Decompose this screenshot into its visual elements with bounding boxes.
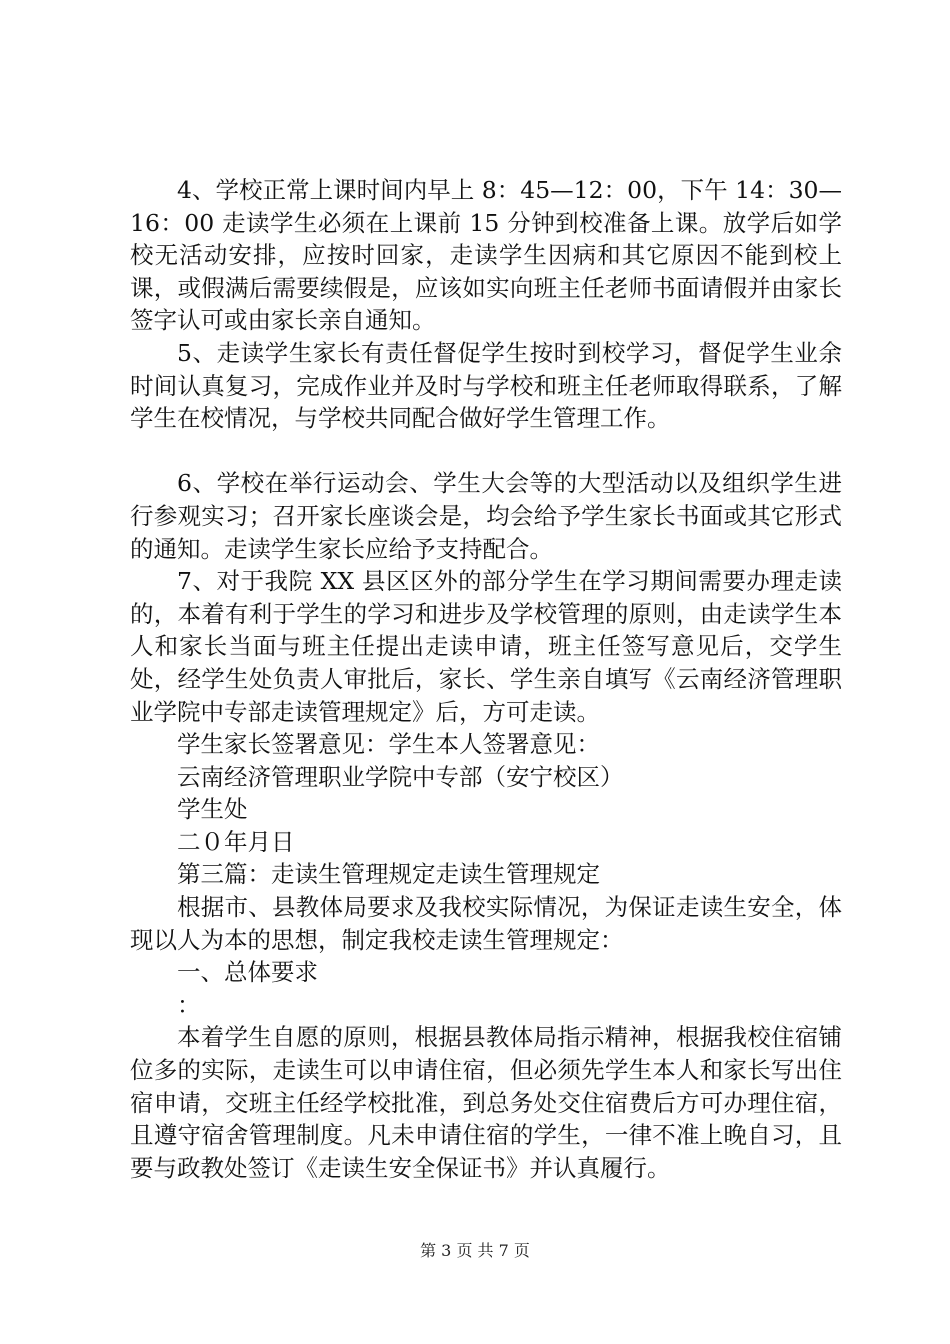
school-name: 云南经济管理职业学院中专部（安宁校区）: [177, 762, 624, 791]
section-title: 第三篇：走读生管理规定走读生管理规定: [177, 860, 600, 889]
intro-paragraph: 根据市、县教体局要求及我校实际情况，为保证走读生安全，体现以人为本的思想，制定我校走读生管理规定：: [130, 893, 842, 954]
paragraph-rule-4: 4、学校正常上课时间内早上 8：45—12：00，下午 14：30—16：00 走读学生必须在上课前 15 分钟到校准备上课。放学后如学校无活动安排，应按时回家，走读学生因病和其它原因不能到校上课，或假满后需要续假是，应该如实向班主任老师书面请假并由家长签字认可或由家长亲自通知。: [130, 176, 842, 335]
paragraph-rule-7: 7、对于我院 XX 县区区外的部分学生在学习期间需要办理走读的，本着有利于学生的学习和进步及学校管理的原则，由走读学生本人和家长当面与班主任提出走读申请，班主任签写意见后，交学生处，经学生处负责人审批后，家长、学生亲自填写《云南经济管理职业学院中专部走读管理规定》后，方可走读。: [130, 567, 842, 726]
colon-line: ：: [177, 990, 201, 1019]
heading-general-requirements: 一、总体要求: [177, 958, 318, 987]
office-name: 学生处: [177, 795, 248, 824]
paragraph-rule-5: 5、走读学生家长有责任督促学生按时到校学习，督促学生业余时间认真复习，完成作业并及时与学校和班主任老师取得联系，了解学生在校情况，与学校共同配合做好学生管理工作。: [130, 338, 842, 433]
page-footer: 第 3 页 共 7 页: [420, 1241, 530, 1260]
document-body: [130, 174, 842, 1184]
date-line: 二０年月日: [177, 827, 295, 856]
paragraph-rule-6: 6、学校在举行运动会、学生大会等的大型活动以及组织学生进行参观实习；召开家长座谈会是，均会给予学生家长书面或其它形式的通知。走读学生家长应给予支持配合。: [130, 469, 842, 563]
signature-line: 学生家长签署意见：学生本人签署意见：: [177, 730, 600, 759]
body-paragraph-boarding: 本着学生自愿的原则，根据县教体局指示精神，根据我校住宿铺位多的实际，走读生可以申请住宿，但必须先学生本人和家长写出住宿申请，交班主任经学校批准，到总务处交住宿费后方可办理住宿，且遵守宿舍管理制度。凡未申请住宿的学生，一律不准上晚自习，且要与政教处签订《走读生安全保证书》并认真履行。: [130, 1023, 842, 1182]
